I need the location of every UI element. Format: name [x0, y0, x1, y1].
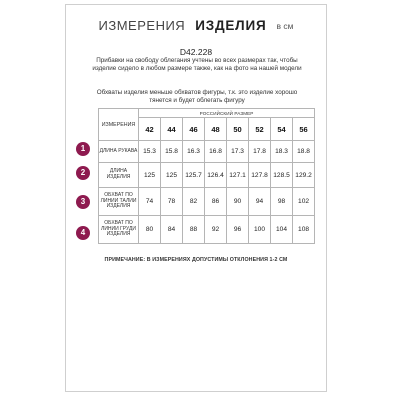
table-cell: 78 [161, 188, 183, 216]
size-header: 56 [293, 118, 315, 141]
table-cell: 80 [139, 216, 161, 244]
product-code: D42.228 [179, 47, 213, 57]
table-cell: 18.8 [293, 141, 315, 163]
size-header: 54 [271, 118, 293, 141]
table-cell: 127.1 [227, 163, 249, 188]
table-cell: 90 [227, 188, 249, 216]
girth-note: Обхваты изделия меньше обхватов фигуры, т.к. это изделие хорошо тянется и будет облегать фигуру [96, 89, 298, 104]
title-unit: в см [276, 21, 294, 31]
row-label: ДЛИНА ИЗДЕЛИЯ [99, 163, 139, 188]
table-cell: 84 [161, 216, 183, 244]
size-header: 44 [161, 118, 183, 141]
table-cell: 17.3 [227, 141, 249, 163]
table-cell: 94 [249, 188, 271, 216]
table-cell: 86 [205, 188, 227, 216]
table-row [99, 188, 315, 216]
table-cell: 125 [139, 163, 161, 188]
size-header: 50 [227, 118, 249, 141]
table-cell: 92 [205, 216, 227, 244]
table-cell: 104 [271, 216, 293, 244]
table-corner-label: ИЗМЕРЕНИЯ [99, 109, 139, 141]
table-cell: 16.3 [183, 141, 205, 163]
table-cell: 88 [183, 216, 205, 244]
size-header: 52 [249, 118, 271, 141]
size-header: 42 [139, 118, 161, 141]
table-cell: 74 [139, 188, 161, 216]
table-cell: 98 [271, 188, 293, 216]
size-table-wrap [98, 108, 314, 244]
table-cell: 18.3 [271, 141, 293, 163]
row-label: ДЛИНА РУКАВА [99, 141, 139, 163]
table-row [99, 141, 315, 163]
fit-note: Прибавки на свободу облегания учтены во всех размерах так, чтобы изделие сидело в любом размере также, как на фото на нашей модели [92, 57, 302, 72]
table-cell: 82 [183, 188, 205, 216]
size-chart-sheet [65, 4, 327, 392]
row-number-badge-3: 3 [76, 195, 90, 209]
tolerance-remark: ПРИМЕЧАНИЕ: В ИЗМЕРЕНИЯХ ДОПУСТИМЫ ОТКЛОНЕНИЯ 1-2 СМ [104, 257, 288, 263]
table-cell: 108 [293, 216, 315, 244]
table-row [99, 163, 315, 188]
row-label: ОБХВАТ ПО ЛИНИИ ТАЛИИ ИЗДЕЛИЯ [99, 188, 139, 216]
size-system-label: РОССИЙСКИЙ РАЗМЕР [139, 109, 315, 118]
size-header: 48 [205, 118, 227, 141]
table-cell: 125 [161, 163, 183, 188]
table-cell: 128.5 [271, 163, 293, 188]
table-cell: 15.8 [161, 141, 183, 163]
row-number-badge-1: 1 [76, 142, 90, 156]
table-cell: 15.3 [139, 141, 161, 163]
table-cell: 129.2 [293, 163, 315, 188]
table-cell: 127.8 [249, 163, 271, 188]
row-number-badge-4: 4 [76, 226, 90, 240]
row-number-badge-2: 2 [76, 166, 90, 180]
table-cell: 16.8 [205, 141, 227, 163]
table-cell: 102 [293, 188, 315, 216]
title-measurements: ИЗМЕРЕНИЯ [98, 18, 186, 33]
size-table [98, 108, 315, 244]
table-cell: 96 [227, 216, 249, 244]
page-title [66, 17, 326, 39]
table-cell: 100 [249, 216, 271, 244]
table-cell: 126.4 [205, 163, 227, 188]
row-label: ОБХВАТ ПО ЛИНИИ ГРУДИ ИЗДЕЛИЯ [99, 216, 139, 244]
table-cell: 125.7 [183, 163, 205, 188]
table-cell: 17.8 [249, 141, 271, 163]
title-product: ИЗДЕЛИЯ [195, 18, 267, 33]
size-header: 46 [183, 118, 205, 141]
table-row [99, 216, 315, 244]
